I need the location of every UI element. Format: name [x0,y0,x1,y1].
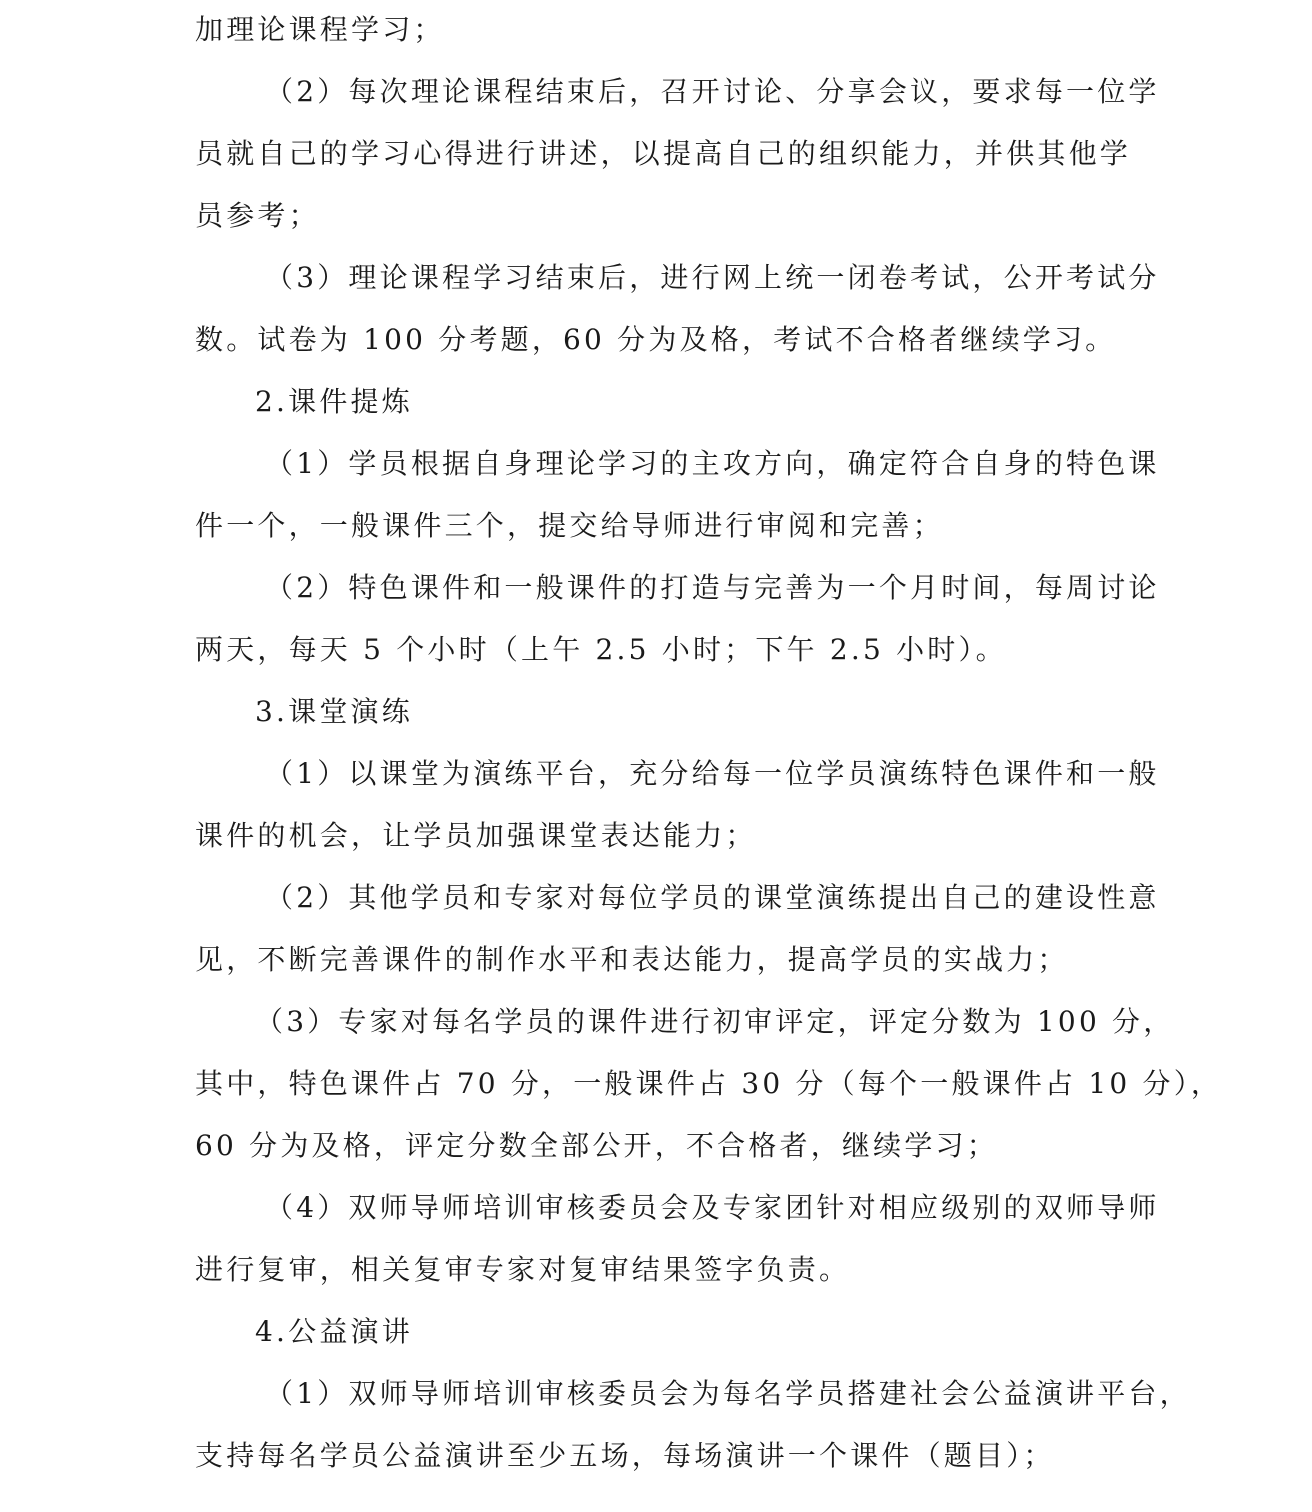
text-line: （1）以课堂为演练平台，充分给每一位学员演练特色课件和一般 [265,757,1160,790]
text-line: 数。试卷为 100 分考题，60 分为及格，考试不合格者继续学习。 [195,323,1117,356]
text-line: （4）双师导师培训审核委员会及专家团针对相应级别的双师导师 [265,1191,1160,1224]
text-line: 件一个，一般课件三个，提交给导师进行审阅和完善； [195,509,944,542]
text-line: 其中，特色课件占 70 分，一般课件占 30 分（每个一般课件占 10 分）， [195,1067,1223,1100]
section-heading: 4.公益演讲 [255,1315,413,1348]
text-line: 60 分为及格，评定分数全部公开，不合格者，继续学习； [195,1129,998,1162]
text-line: 支持每名学员公益演讲至少五场，每场演讲一个课件（题目）； [195,1439,1055,1472]
text-line: （3）理论课程学习结束后，进行网上统一闭卷考试，公开考试分 [265,261,1160,294]
text-line: 加理论课程学习； [195,13,445,46]
text-line: 课件的机会，让学员加强课堂表达能力； [195,819,757,852]
text-line: 两天，每天 5 个小时（上午 2.5 小时；下午 2.5 小时）。 [195,633,1007,666]
text-line: （2）每次理论课程结束后，召开讨论、分享会议，要求每一位学 [265,75,1160,108]
text-line: （2）其他学员和专家对每位学员的课堂演练提出自己的建设性意 [265,881,1160,914]
text-line: （3）专家对每名学员的课件进行初审评定，评定分数为 100 分， [255,1005,1175,1038]
text-line: 员参考； [195,199,320,232]
text-line: 员就自己的学习心得进行讲述，以提高自己的组织能力，并供其他学 [195,137,1132,170]
text-line: 见，不断完善课件的制作水平和表达能力，提高学员的实战力； [195,943,1069,976]
section-heading: 3.课堂演练 [255,695,413,728]
text-line: 进行复审，相关复审专家对复审结果签字负责。 [195,1253,851,1286]
section-heading: 2.课件提炼 [255,385,413,418]
text-line: （2）特色课件和一般课件的打造与完善为一个月时间，每周讨论 [265,571,1160,604]
text-line: （1）双师导师培训审核委员会为每名学员搭建社会公益演讲平台， [265,1377,1191,1410]
text-line: （1）学员根据自身理论学习的主攻方向，确定符合自身的特色课 [265,447,1160,480]
